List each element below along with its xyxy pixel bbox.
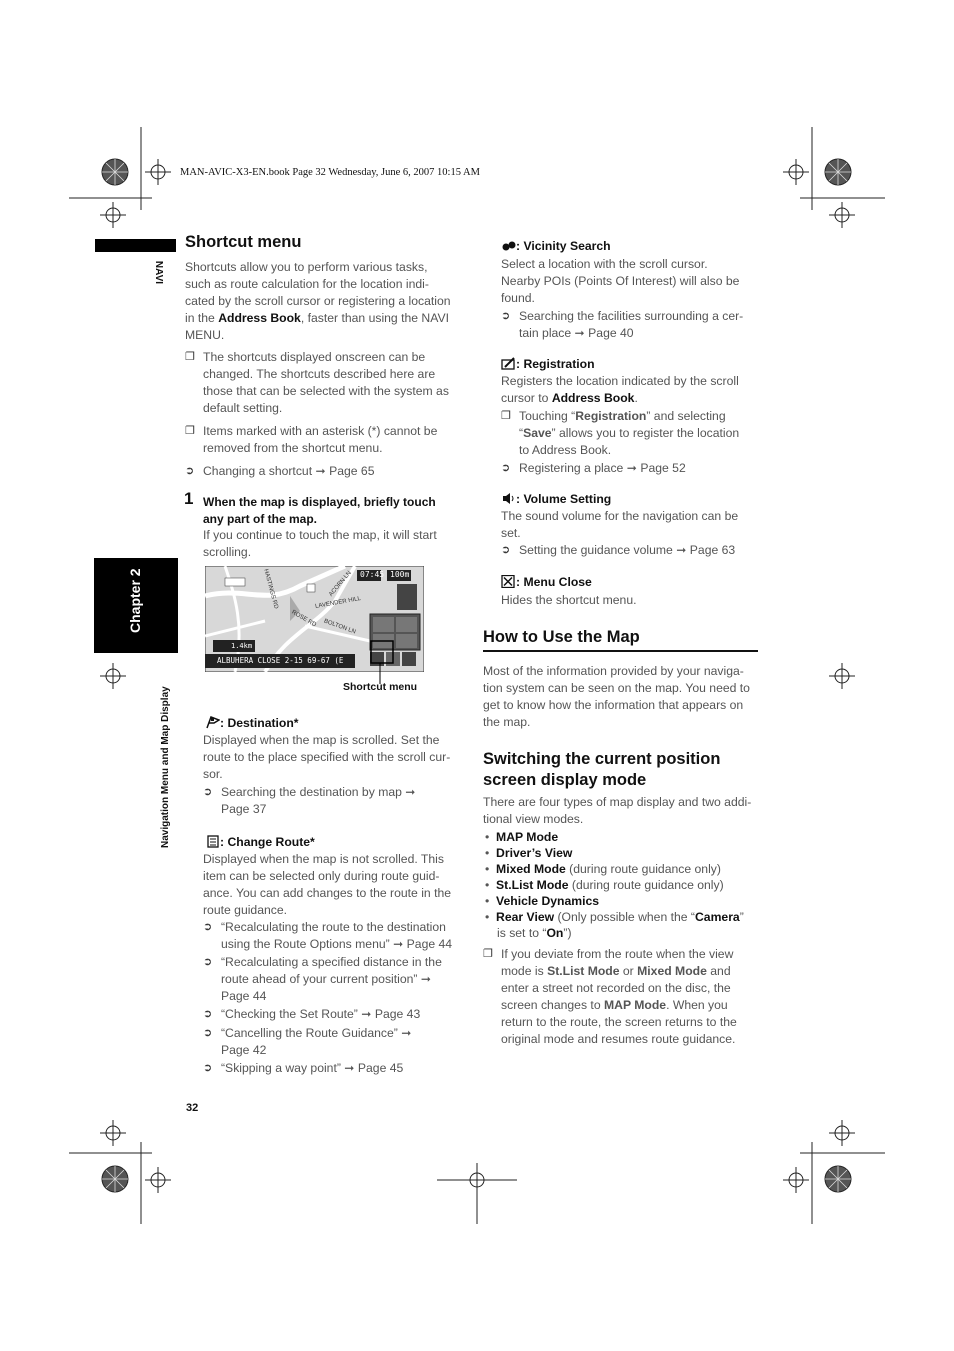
- list-item: • Mixed Mode (during route guidance only): [485, 862, 721, 876]
- registration-body: Registers the location indicated by the scroll cursor to Address Book.: [501, 374, 739, 405]
- list-item: • Vehicle Dynamics: [485, 894, 600, 908]
- list-item: • St.List Mode (during route guidance only): [485, 878, 724, 892]
- reference-arrow-icon: ➲: [203, 1027, 213, 1039]
- reference-arrow-icon: ➲: [501, 544, 511, 556]
- change-route-body: Displayed when the map is not scrolled. This item can be selected only during route guid- ance. You can add changes to the route in the route guidance.: [203, 852, 452, 917]
- list-item: • MAP Mode: [485, 830, 559, 844]
- step-body: If you continue to touch the map, it will start scrolling.: [203, 528, 437, 559]
- note-box-icon: ❐: [501, 410, 511, 422]
- reference-arrow-icon: ➲: [185, 465, 195, 477]
- note-box-icon: ❐: [483, 948, 493, 960]
- volume-body: The sound volume for the navigation can be set.: [501, 509, 739, 540]
- navi-tab-bar: [95, 239, 176, 252]
- chapter-tab: Chapter 2: [94, 558, 178, 653]
- how-to-use-body: Most of the information provided by your naviga- tion system can be seen on the map. You need to get to know how the information that appears on the map.: [483, 664, 750, 729]
- step-number: 1: [184, 489, 194, 508]
- volume-setting-heading: : Volume Setting: [501, 492, 611, 506]
- shortcut-intro: Shortcuts allow you to perform various tasks, such as route calculation for the location indi- cated by the scroll cursor or registering a location in the Address Book, faster than using the NAVI MENU.: [185, 259, 475, 344]
- ref-checking-route[interactable]: ➲ “Checking the Set Route” ➞ Page 43: [203, 1007, 421, 1021]
- step-title: When the map is displayed, briefly touch any part of the map.: [203, 495, 436, 526]
- ref-skipping-waypoint[interactable]: ➲ “Skipping a way point” ➞ Page 45: [203, 1061, 404, 1075]
- map-distance: 1.4km: [231, 642, 253, 650]
- intro-line-address-book: in the Address Book, faster than using the NAVI: [185, 311, 449, 325]
- destination-heading: : Destination*: [205, 716, 299, 730]
- list-item: • Driver’s View: [485, 846, 573, 860]
- map-road-label: BOLTON LN: [322, 618, 357, 636]
- close-icon: [501, 575, 516, 588]
- reference-arrow-icon: ➲: [501, 462, 511, 474]
- reference-arrow-icon: ➲: [203, 956, 213, 968]
- list-item: • Rear View (Only possible when the “Camera”: [485, 910, 744, 924]
- registration-icon: [501, 357, 516, 370]
- map-road-label: HASTINGS RD: [262, 568, 279, 610]
- ref-recalculating-route[interactable]: ➲ “Recalculating the route to the destination using the Route Options menu” ➞ Page 44: [203, 920, 453, 951]
- map-road-label: LAVENDER HILL: [314, 596, 362, 610]
- ref-searching-facilities[interactable]: ➲ Searching the facilities surrounding a cer- tain place ➞ Page 40: [501, 309, 744, 340]
- map-scale: 100m: [390, 570, 410, 579]
- reference-arrow-icon: ➲: [501, 310, 511, 322]
- note-box-icon: ❐: [185, 351, 195, 363]
- destination-body: Displayed when the map is scrolled. Set the route to the place specified with the scroll cur- sor.: [203, 733, 451, 781]
- note-deviate-route: ❐ If you deviate from the route when the view mode is St.List Mode or Mixed Mode and enter a street not recorded on the disc, the screen changes to MAP Mode. When you return to the route, the screen returns to the original mode and resumes route guidance.: [483, 947, 737, 1046]
- registration-heading: : Registration: [501, 357, 595, 371]
- volume-icon: [501, 492, 516, 505]
- change-route-heading: : Change Route*: [205, 835, 315, 849]
- menu-close-heading: : Menu Close: [501, 575, 592, 589]
- heading-shortcut-menu: Shortcut menu: [185, 233, 302, 251]
- vicinity-search-icon: [501, 239, 516, 252]
- vicinity-body: Select a location with the scroll cursor. Nearby POIs (Points Of Interest) will also be found.: [501, 257, 740, 305]
- mode-list: • MAP Mode • Driver’s View • Mixed Mode (during route guidance only) • St.List Mode (during route guidance only) • Vehicle Dynamics • Rear View (Only possible when the “Camera” is set to “On”): [485, 830, 744, 940]
- menu-close-body: Hides the shortcut menu.: [501, 593, 637, 607]
- vicinity-search-heading: : Vicinity Search: [501, 239, 611, 253]
- ref-registering-place[interactable]: ➲ Registering a place ➞ Page 52: [501, 461, 686, 475]
- file-header: MAN-AVIC-X3-EN.book Page 32 Wednesday, June 6, 2007 10:15 AM: [180, 167, 480, 178]
- map-time: 07:45: [360, 570, 385, 579]
- note-asterisk: ❐ Items marked with an asterisk (*) cannot be removed from the shortcut menu.: [185, 424, 438, 455]
- map-caption: Shortcut menu: [343, 681, 418, 693]
- address-book-term: Address Book: [218, 311, 301, 325]
- reference-arrow-icon: ➲: [203, 1062, 213, 1074]
- destination-flag-icon: [205, 716, 220, 729]
- map-street-bar: ALBUHERA CLOSE 2-15 69-67 (E: [217, 656, 344, 665]
- map-road-label: ROSE RD: [290, 609, 318, 629]
- change-route-icon: [205, 835, 220, 848]
- ref-changing-shortcut[interactable]: ➲ Changing a shortcut ➞ Page 65: [185, 464, 375, 478]
- note-box-icon: ❐: [185, 425, 195, 437]
- caption-leader-line: [370, 640, 400, 685]
- switching-body: There are four types of map display and two addi- tional view modes.: [483, 795, 752, 826]
- note-registration: ❐ Touching “Registration” and selecting “Save” allows you to register the location to Address Book.: [501, 409, 740, 457]
- ref-cancelling-guidance[interactable]: ➲ “Cancelling the Route Guidance” ➞ Page 42: [203, 1026, 412, 1057]
- page-number: 32: [186, 1102, 199, 1114]
- reference-arrow-icon: ➲: [203, 921, 213, 933]
- heading-how-to-use-map: How to Use the Map: [483, 628, 640, 646]
- map-road-label: ACORN LN: [328, 570, 353, 598]
- note-shortcuts-changeable: ❐ The shortcuts displayed onscreen can be changed. The shortcuts described here are those that can be selected with the system as default setting.: [185, 350, 449, 415]
- ref-guidance-volume[interactable]: ➲ Setting the guidance volume ➞ Page 63: [501, 543, 736, 557]
- heading-switching-mode: Switching the current position screen display mode: [483, 750, 721, 789]
- ref-recalculating-distance[interactable]: ➲ “Recalculating a specified distance in the route ahead of your current position” ➞ Page 44: [203, 955, 442, 1003]
- heading-rule: [483, 650, 758, 652]
- reference-arrow-icon: ➲: [203, 786, 213, 798]
- ref-searching-destination[interactable]: ➲ Searching the destination by map ➞ Page 37: [203, 785, 416, 816]
- reference-arrow-icon: ➲: [203, 1008, 213, 1020]
- navi-tab: NAVI: [153, 260, 165, 285]
